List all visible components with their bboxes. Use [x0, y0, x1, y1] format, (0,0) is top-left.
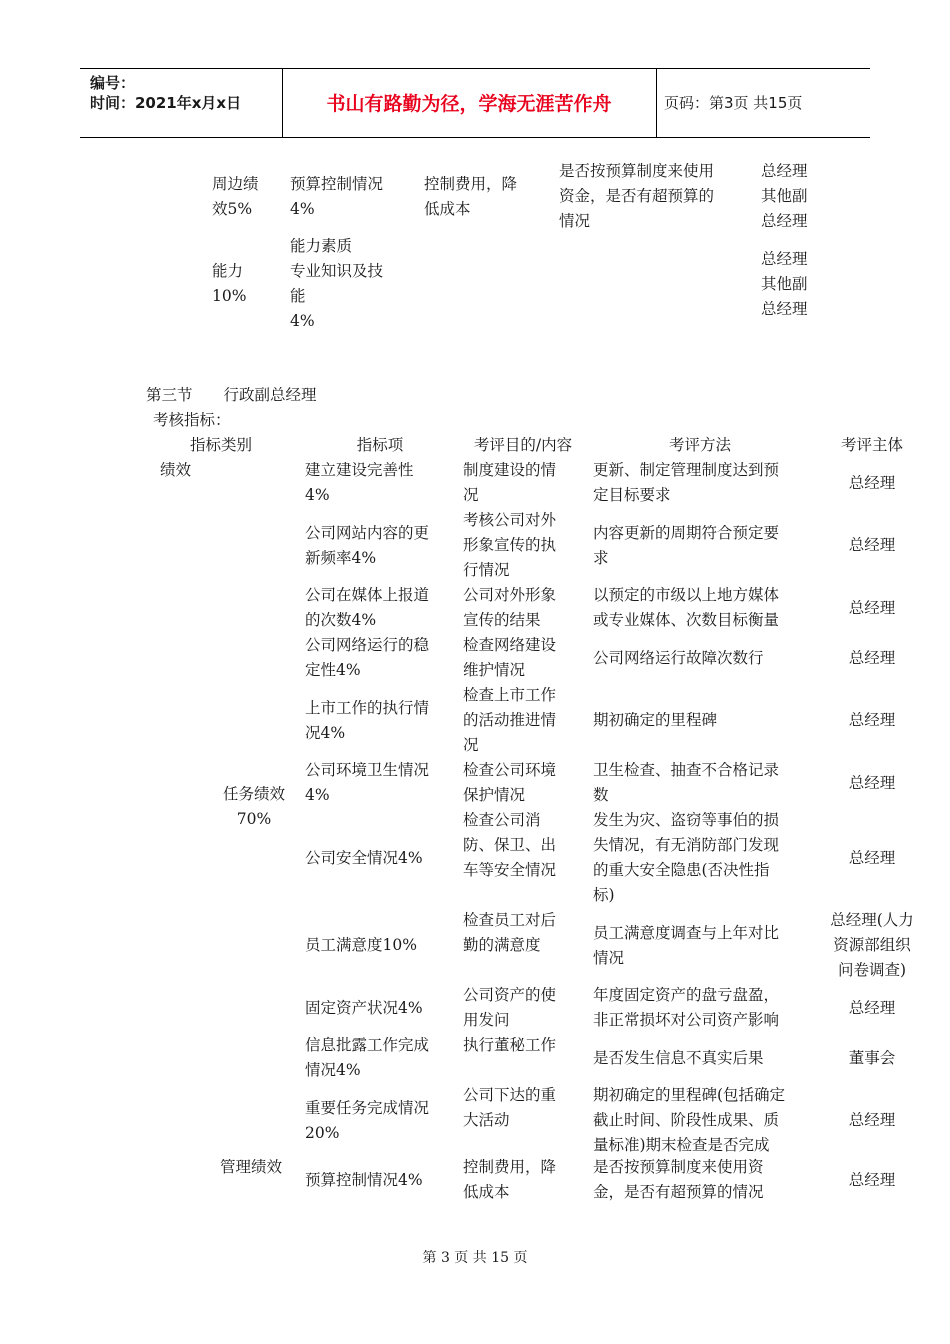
table-row-item: 上市工作的执行情 况4%: [305, 698, 430, 742]
table-row-method: 期初确定的里程碑(包括确定 截止时间、阶段性成果、质 量标准)期末检查是否完成: [593, 1086, 786, 1154]
table-row-item: 公司安全情况4%: [305, 848, 423, 867]
table-row-method: 内容更新的周期符合预定要 求: [593, 523, 780, 567]
table-row-item: 公司在媒体上报道 的次数4%: [305, 586, 430, 629]
table-row-method: 公司网络运行故障次数行: [593, 648, 764, 667]
table-row-method: 以预定的市级以上地方媒体 或专业媒体、次数目标衡量: [593, 586, 780, 629]
header-item: 指标项: [356, 436, 404, 454]
upper-row1-category: 周边绩 效5%: [212, 175, 259, 218]
header-category: 指标类别: [189, 436, 252, 454]
table-row-evaluator: 总经理: [848, 598, 896, 617]
table-row-method: 员工满意度调查与上年对比 情况: [593, 923, 780, 967]
table-row-item: 公司网站内容的更 新频率4%: [305, 523, 430, 567]
table-row-evaluator: 董事会: [848, 1048, 896, 1067]
table-row-item: 公司环境卫生情况 4%: [305, 761, 430, 804]
header-divider: [656, 69, 657, 137]
table-row-purpose: 检查网络建设 维护情况: [463, 636, 557, 679]
page-footer: 第 3 页 共 15 页: [422, 1250, 528, 1266]
table-row-purpose: 执行董秘工作: [463, 1036, 557, 1054]
table-row-item: 预算控制情况4%: [305, 1170, 423, 1189]
table-row-method: 是否按预算制度来使用资 金，是否有超预算的情况: [593, 1158, 764, 1201]
table-row-evaluator: 总经理: [848, 773, 896, 792]
table-row-evaluator: 总经理: [848, 848, 896, 867]
table-row-method: 是否发生信息不真实后果: [593, 1048, 764, 1067]
upper-row2-category: 能力 10%: [212, 262, 247, 305]
table-row-purpose: 检查员工对后 勤的满意度: [463, 911, 557, 954]
upper-row2-item: 能力素质 专业知识及技 能 4%: [290, 237, 384, 330]
table-row-evaluator: 总经理: [848, 1111, 896, 1129]
table-row-purpose: 检查上市工作 的活动推进情 况: [463, 686, 557, 754]
page-header: [80, 68, 870, 138]
table-row-item: 固定资产状况4%: [305, 998, 423, 1017]
date-label: 时间：2021年x月x日: [90, 94, 242, 112]
header-page-info: 页码：第3页 共15页: [664, 94, 803, 112]
table-row-purpose: 检查公司消 防、保卫、出 车等安全情况: [463, 811, 557, 879]
table-row-purpose: 检查公司环境 保护情况: [463, 761, 557, 804]
table-row-method: 卫生检查、抽查不合格记录 数: [593, 761, 780, 804]
category-performance: 绩效: [160, 461, 192, 479]
number-label: 编号：: [90, 74, 136, 92]
table-row-method: 发生为灾、盗窃等事伯的损 失情况，有无消防部门发现 的重大安全隐患(否决性指 标): [593, 811, 780, 904]
table-row-evaluator: 总经理: [848, 711, 896, 729]
table-row-evaluator: 总经理: [848, 648, 896, 667]
table-row-purpose: 公司下达的重 大活动: [463, 1086, 557, 1129]
header-left: [90, 73, 241, 113]
upper-row2-evaluator: 总经理 其他副 总经理: [761, 250, 808, 318]
upper-row1-method: 是否按预算制度来使用 资金，是否有超预算的 情况: [559, 162, 715, 230]
header-method: 考评方法: [668, 436, 731, 454]
header-purpose: 考评目的/内容: [473, 436, 573, 454]
table-row-item: 信息批露工作完成 情况4%: [305, 1036, 430, 1079]
upper-row1-evaluator: 总经理 其他副 总经理: [761, 162, 808, 230]
table-row-purpose: 公司对外形象 宣传的结果: [463, 586, 557, 629]
table-row-purpose: 制度建设的情 况: [463, 461, 557, 504]
table-row-item: 建立建设完善性 4%: [305, 461, 414, 504]
upper-row1-item: 预算控制情况 4%: [290, 175, 384, 218]
section-title: 第三节 行政副总经理: [146, 386, 317, 404]
category-task: 任务绩效 70%: [222, 785, 285, 828]
table-row-item: 重要任务完成情况 20%: [305, 1098, 430, 1142]
table-row-purpose: 控制费用，降 低成本: [463, 1158, 557, 1201]
table-row-evaluator: 总经理: [848, 1170, 896, 1189]
table-row-evaluator: 总经理: [848, 536, 896, 554]
category-management: 管理绩效: [220, 1158, 283, 1176]
upper-row1-purpose: 控制费用，降 低成本: [424, 175, 518, 218]
header-motto: 书山有路勤为径，学海无涯苦作舟: [326, 93, 612, 115]
section-subtitle: 考核指标：: [153, 411, 231, 429]
table-row-purpose: 考核公司对外 形象宣传的执 行情况: [463, 511, 557, 579]
table-row-evaluator: 总经理: [848, 473, 896, 492]
table-row-method: 年度固定资产的盘亏盘盈， 非正常损坏对公司资产影响: [593, 986, 780, 1029]
table-row-evaluator: 总经理: [848, 998, 896, 1017]
table-row-method: 更新、制定管理制度达到预 定目标要求: [593, 461, 780, 504]
table-row-evaluator: 总经理(人力 资源部组织 问卷调查): [830, 911, 914, 979]
table-row-item: 员工满意度10%: [305, 936, 417, 954]
table-row-method: 期初确定的里程碑: [593, 711, 718, 729]
header-evaluator: 考评主体: [840, 436, 903, 454]
table-row-item: 公司网络运行的稳 定性4%: [305, 636, 430, 679]
table-row-purpose: 公司资产的使 用发问: [463, 986, 557, 1029]
